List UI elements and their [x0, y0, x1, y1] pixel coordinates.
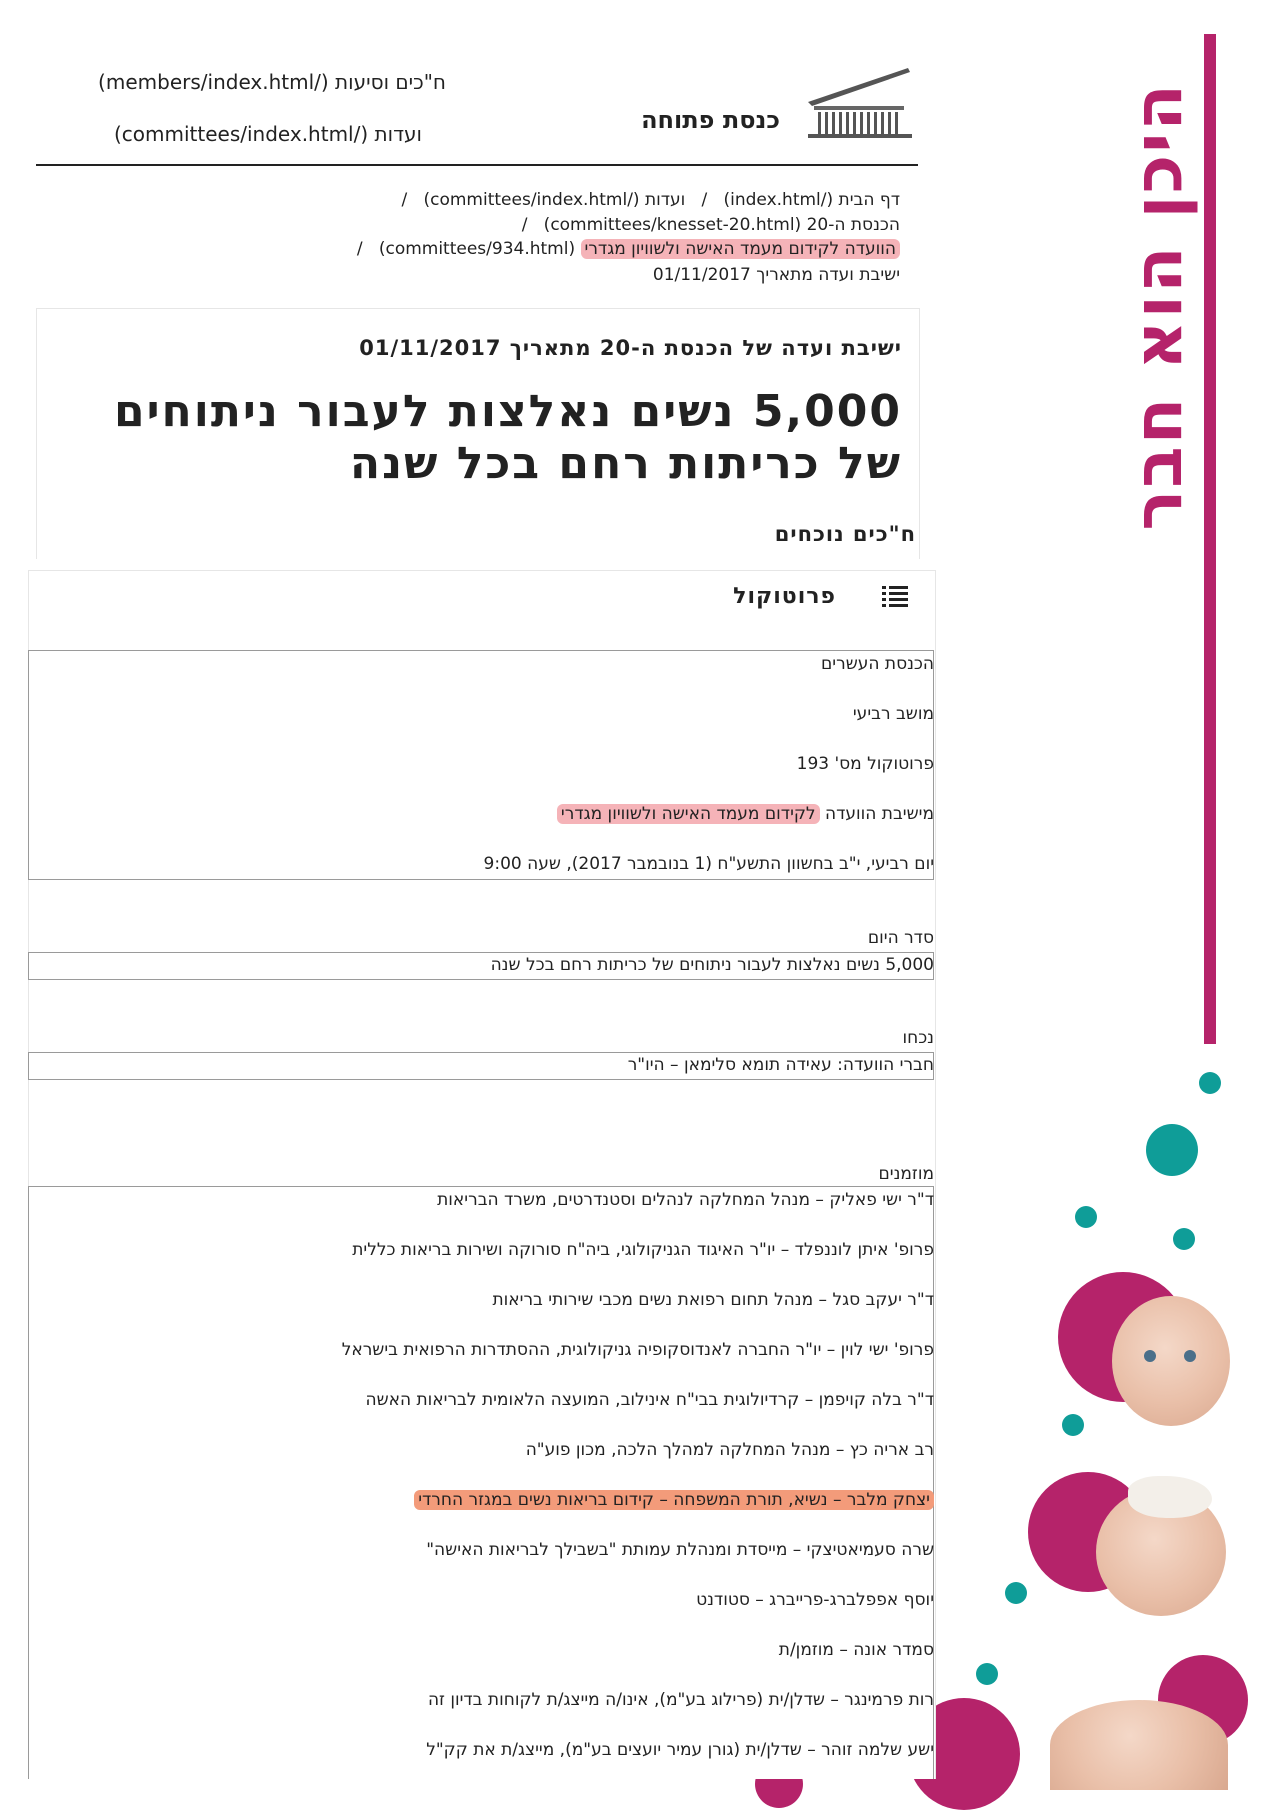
- members-present-heading[interactable]: ח"כים נוכחים: [774, 522, 916, 546]
- breadcrumb-committees[interactable]: ועדות (/committees/index.html): [423, 190, 686, 210]
- invited-item: פרופ' איתן לוננפלד – יו"ר האיגוד הגניקולוגי, ביה"ח סורוקה ושירות בריאות כללית: [352, 1240, 934, 1260]
- decor-dot: [1005, 1582, 1027, 1604]
- site-logo-text[interactable]: כנסת פתוחה: [641, 106, 780, 134]
- decor-dot: [1146, 1124, 1198, 1176]
- breadcrumb: [402, 190, 900, 210]
- protocol-committee-line: [557, 804, 934, 824]
- breadcrumb-separator: /: [521, 215, 528, 235]
- brand-accent-bar: [1204, 34, 1216, 1044]
- nav-committees-link[interactable]: ועדות (/committees/index.html): [113, 122, 422, 146]
- brand-banner: [1118, 46, 1198, 566]
- invited-item: ד"ר ישי פאליק – מנהל המחלקה לנהלים וסטנדרטים, משרד הבריאות: [437, 1190, 934, 1210]
- decor-dot: [1075, 1206, 1097, 1228]
- agenda-value: 5,000 נשים נאלצות לעבור ניתוחים של כריתות רחם בכל שנה: [490, 955, 934, 975]
- decor-dot: [1062, 1414, 1084, 1436]
- protocol-committee-highlight: לקידום מעמד האישה ולשוויון מגדרי: [557, 804, 820, 824]
- brand-banner-text: היכן הוא חבר: [1118, 81, 1198, 531]
- invited-label: מוזמנים: [878, 1164, 934, 1184]
- list-icon: [882, 584, 908, 608]
- protocol-knesset-line: הכנסת העשרים: [821, 654, 934, 674]
- invited-item: רות פרמינגר – שדלן/ית (פרילוג בע"מ), אינו/ה מייצג/ת לקוחות בדיון זה: [427, 1690, 934, 1710]
- breadcrumb-committee-link[interactable]: (committees/934.html): [378, 239, 576, 259]
- breadcrumb-home[interactable]: דף הבית (/index.html): [723, 190, 900, 210]
- invited-item: שרה סעמיאטיצקי – מייסדת ומנהלת עמותת "בשבילך לבריאות האישה": [426, 1540, 934, 1560]
- decor-dot: [1173, 1228, 1195, 1250]
- protocol-number-line: פרוטוקול מס' 193: [796, 754, 934, 774]
- baby-feet-photo: [1050, 1700, 1228, 1790]
- protocol-date-line: יום רביעי, י"ב בחשוון התשע"ח (1 בנובמבר 2017), שעה 9:00: [483, 854, 934, 874]
- invited-item: סמדר אונה – מוזמן/ת: [778, 1640, 934, 1660]
- breadcrumb-row: [522, 215, 900, 235]
- meeting-title-line2: של כריתות רחם בכל שנה: [349, 438, 902, 489]
- baby-photo: [1112, 1296, 1230, 1426]
- breadcrumb-committee[interactable]: הוועדה לקידום מעמד האישה ולשוויון מגדרי: [581, 239, 900, 259]
- protocol-session-line: מושב רביעי: [852, 704, 934, 724]
- protocol-committee-prefix: מישיבת הוועדה: [819, 804, 934, 824]
- protocol-heading[interactable]: פרוטוקול: [733, 584, 836, 609]
- breadcrumb-knesset[interactable]: הכנסת ה-20 (committees/knesset-20.html): [543, 215, 900, 235]
- invited-item: ד"ר בלה קויפמן – קרדיולוגית בבי"ח אינילוב, המועצה הלאומית לבריאות האשה: [365, 1390, 934, 1410]
- decor-dot: [976, 1663, 998, 1685]
- bow-decoration: [1128, 1476, 1212, 1518]
- present-label: נכחו: [902, 1028, 934, 1048]
- agenda-label: סדר היום: [867, 928, 934, 948]
- invited-item-highlight: יצחק מלבר – נשיא, תורת המשפחה – קידום בריאות נשים במגזר החרדי: [414, 1490, 934, 1510]
- header-divider: [36, 164, 918, 166]
- decor-dot: [1199, 1072, 1221, 1094]
- invited-item: רב אריה כץ – מנהל המחלקה למהלך הלכה, מכון פוע"ה: [525, 1440, 934, 1460]
- invited-item: פרופ' ישי לוין – יו"ר החברה לאנדוסקופיה גניקולוגית, ההסתדרות הרפואית בישראל: [341, 1340, 934, 1360]
- breadcrumb-separator: /: [401, 190, 408, 210]
- meeting-title-line1: 5,000 נשים נאלצות לעבור ניתוחים: [113, 386, 902, 437]
- nav-members-link[interactable]: ח"כים וסיעות (/members/index.html): [98, 70, 446, 94]
- invited-item: ד"ר יעקב סגל – מנהל תחום רפואת נשים מכבי שירותי בריאות: [492, 1290, 934, 1310]
- invited-item: ישע שלמה זוהר – שדלן/ית (גורן עמיר יועצים בע"מ), מייצג/ת את קק"ל: [426, 1740, 934, 1760]
- breadcrumb-separator: /: [701, 190, 708, 210]
- invited-item: [414, 1490, 934, 1510]
- knesset-building-icon: [800, 62, 920, 142]
- present-value: חברי הוועדה: עאידה תומא סלימאן – היו"ר: [627, 1055, 934, 1075]
- invited-item: יוסף אפפלברג-פרייברג – סטודנט: [696, 1590, 934, 1610]
- breadcrumb-current: ישיבת ועדה מתאריך 01/11/2017: [652, 265, 900, 285]
- breadcrumb-row: [357, 239, 900, 259]
- breadcrumb-separator: /: [356, 239, 363, 259]
- meeting-meta: ישיבת ועדה של הכנסת ה-20 מתאריך 01/11/2017: [359, 336, 902, 360]
